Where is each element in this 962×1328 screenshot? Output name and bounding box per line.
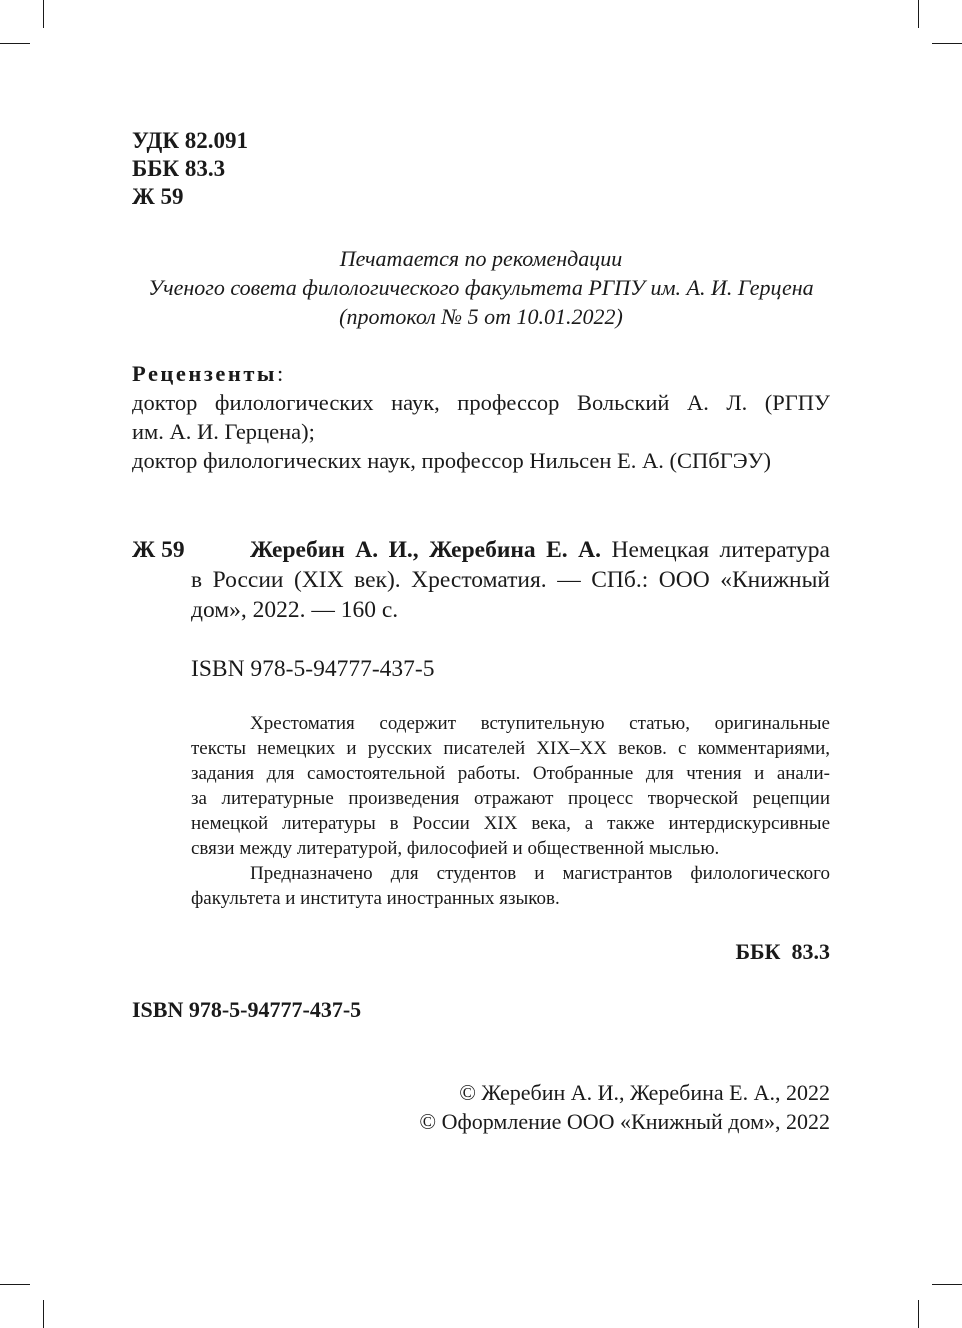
recommendation-line: Ученого совета филологического факультета РГПУ им. А. И. Герцена bbox=[148, 275, 814, 300]
abstract-line: за литературные произведения отражают процесс творческой рецепции bbox=[191, 788, 830, 809]
reviewer-line: доктор филологических наук, профессор Нильсен Е. А. (СПбГЭУ) bbox=[132, 448, 771, 473]
abstract bbox=[191, 711, 830, 911]
catalog-entry-line: дом», 2022. — 160 с. bbox=[191, 597, 399, 623]
copyright-line: © Оформление ООО «Книжный дом», 2022 bbox=[419, 1109, 830, 1134]
udk-code: УДК 82.091 bbox=[132, 128, 249, 153]
crop-mark-bottom-left-vertical bbox=[43, 1300, 44, 1328]
reviewers-colon: : bbox=[276, 361, 284, 386]
crop-mark-top-right-horizontal bbox=[932, 43, 962, 44]
abstract-line: факультета и института иностранных языков. bbox=[191, 888, 560, 909]
catalog-entry-code: Ж 59 bbox=[132, 537, 185, 563]
abstract-paragraph bbox=[191, 861, 830, 911]
abstract-line: немецкой литературы в России XIX века, а также интердискурсивные bbox=[191, 813, 830, 834]
crop-mark-bottom-right-vertical bbox=[918, 1300, 919, 1328]
crop-mark-top-left-horizontal bbox=[0, 43, 30, 44]
catalog-entry-line: в России (XIX век). Хрестоматия. — СПб.: ООО «Книжный bbox=[191, 567, 830, 593]
abstract-line: Предназначено для студентов и магистрантов филологического bbox=[250, 863, 830, 884]
classification-codes bbox=[132, 127, 248, 211]
reviewers-heading: Рецензенты bbox=[132, 361, 277, 386]
catalog-entry-body bbox=[191, 535, 830, 625]
crop-mark-top-left-vertical bbox=[43, 0, 44, 28]
reviewers-block bbox=[132, 359, 830, 475]
abstract-line: Хрестоматия содержит вступительную статью, оригинальные bbox=[250, 713, 830, 734]
bbk-code: ББК 83.3 bbox=[132, 156, 226, 181]
isbn-bottom: ISBN 978-5-94777-437-5 bbox=[132, 997, 362, 1022]
crop-mark-top-right-vertical bbox=[918, 0, 919, 28]
bbk-code-bottom: ББК 83.3 bbox=[735, 939, 830, 964]
publication-recommendation bbox=[132, 244, 830, 331]
crop-mark-bottom-left-horizontal bbox=[0, 1284, 30, 1285]
recommendation-line: Печатается по рекомендации bbox=[339, 246, 623, 271]
reviewer-line: доктор филологических наук, профессор Вольский А. Л. (РГПУ bbox=[132, 390, 830, 415]
abstract-line: тексты немецких и русских писателей XIX–XX веков. с комментариями, bbox=[191, 738, 830, 759]
abstract-paragraph bbox=[191, 711, 830, 861]
author-mark: Ж 59 bbox=[132, 184, 184, 209]
copyright-line: © Жеребин А. И., Жеребина Е. А., 2022 bbox=[459, 1080, 830, 1105]
reviewer-line: им. А. И. Герцена); bbox=[132, 419, 315, 444]
recommendation-line: (протокол № 5 от 10.01.2022) bbox=[339, 304, 623, 329]
isbn-entry: ISBN 978-5-94777-437-5 bbox=[191, 656, 435, 682]
catalog-entry-line bbox=[191, 535, 830, 565]
catalog-entry-title: Немецкая литература bbox=[601, 537, 830, 563]
copyright-block bbox=[419, 1078, 830, 1136]
catalog-entry-authors: Жеребин А. И., Жеребина Е. А. bbox=[250, 537, 601, 563]
abstract-line: связи между литературой, философией и общественной мыслью. bbox=[191, 838, 720, 859]
abstract-line: задания для самостоятельной работы. Отобранные для чтения и анали- bbox=[191, 763, 830, 784]
crop-mark-bottom-right-horizontal bbox=[932, 1284, 962, 1285]
